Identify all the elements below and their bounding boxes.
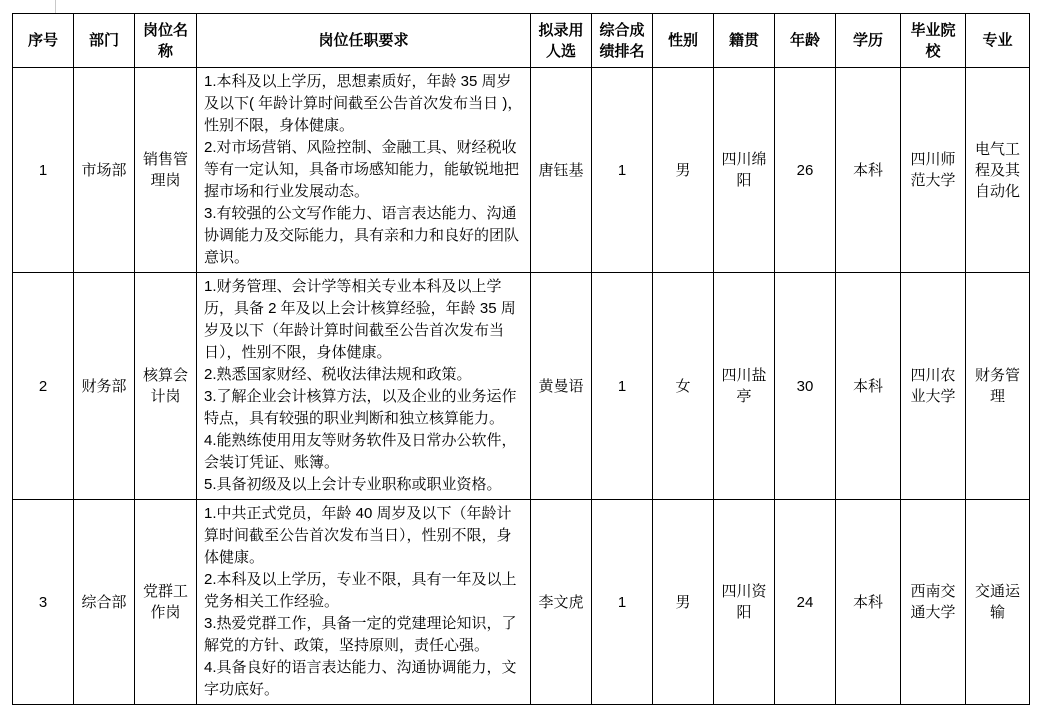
cell-age: 30 bbox=[775, 273, 836, 500]
cell-department: 市场部 bbox=[74, 68, 135, 273]
cell-age: 26 bbox=[775, 68, 836, 273]
cell-school: 四川师范大学 bbox=[901, 68, 966, 273]
cell-rank: 1 bbox=[592, 68, 653, 273]
cell-hometown: 四川绵阳 bbox=[714, 68, 775, 273]
cell-major: 交通运输 bbox=[966, 500, 1030, 705]
cell-age: 24 bbox=[775, 500, 836, 705]
header-major: 专业 bbox=[966, 14, 1030, 68]
cell-major: 财务管理 bbox=[966, 273, 1030, 500]
cell-position: 党群工作岗 bbox=[135, 500, 197, 705]
requirement-item: 2.对市场营销、风险控制、金融工具、财经税收等有一定认知，具备市场感知能力，能敏锐地把握市场和行业发展动态。 bbox=[204, 139, 520, 200]
cell-major: 电气工程及其自动化 bbox=[966, 68, 1030, 273]
header-rank: 综合成绩排名 bbox=[592, 14, 653, 68]
header-gender: 性别 bbox=[653, 14, 714, 68]
cell-requirements bbox=[197, 273, 531, 500]
table-header-row bbox=[13, 14, 1030, 68]
header-candidate: 拟录用人选 bbox=[531, 14, 592, 68]
header-seq: 序号 bbox=[13, 14, 74, 68]
cell-gender: 男 bbox=[653, 500, 714, 705]
table-row bbox=[13, 500, 1030, 705]
requirement-item: 4.能熟练使用用友等财务软件及日常办公软件，会装订凭证、账簿。 bbox=[204, 432, 517, 471]
gridline-artifact bbox=[55, 0, 56, 13]
requirement-item: 1.本科及以上学历，思想素质好，年龄 35 周岁及以下( 年龄计算时间截至公告首次发布当日 )，性别不限，身体健康。 bbox=[204, 73, 523, 134]
cell-education: 本科 bbox=[836, 68, 901, 273]
header-school: 毕业院校 bbox=[901, 14, 966, 68]
cell-requirements bbox=[197, 500, 531, 705]
cell-hometown: 四川资阳 bbox=[714, 500, 775, 705]
requirement-item: 4.具备良好的语言表达能力、沟通协调能力，文字功底好。 bbox=[204, 659, 517, 698]
cell-seq: 2 bbox=[13, 273, 74, 500]
requirement-item: 3.有较强的公文写作能力、语言表达能力、沟通协调能力及交际能力，具有亲和力和良好的团队意识。 bbox=[204, 205, 520, 266]
header-department: 部门 bbox=[74, 14, 135, 68]
cell-requirements bbox=[197, 68, 531, 273]
header-education: 学历 bbox=[836, 14, 901, 68]
cell-gender: 男 bbox=[653, 68, 714, 273]
cell-department: 综合部 bbox=[74, 500, 135, 705]
header-hometown: 籍贯 bbox=[714, 14, 775, 68]
requirement-item: 5.具备初级及以上会计专业职称或职业资格。 bbox=[204, 476, 502, 493]
requirement-item: 3.了解企业会计核算方法，以及企业的业务运作特点，具有较强的职业判断和独立核算能力。 bbox=[204, 388, 517, 427]
cell-rank: 1 bbox=[592, 500, 653, 705]
cell-hometown: 四川盐亭 bbox=[714, 273, 775, 500]
cell-position: 销售管理岗 bbox=[135, 68, 197, 273]
cell-education: 本科 bbox=[836, 273, 901, 500]
requirement-item: 2.本科及以上学历，专业不限，具有一年及以上党务相关工作经验。 bbox=[204, 571, 517, 610]
table-row bbox=[13, 273, 1030, 500]
requirement-item: 1.财务管理、会计学等相关专业本科及以上学历，具备 2 年及以上会计核算经验，年龄 35 周岁及以下（年龄计算时间截至公告首次发布当日），性别不限，身体健康。 bbox=[204, 278, 516, 361]
requirement-item: 2.熟悉国家财经、税收法律法规和政策。 bbox=[204, 366, 472, 383]
header-requirements: 岗位任职要求 bbox=[197, 14, 531, 68]
cell-position: 核算会计岗 bbox=[135, 273, 197, 500]
requirement-item: 1.中共正式党员，年龄 40 周岁及以下（年龄计算时间截至公告首次发布当日），性别不限，身体健康。 bbox=[204, 505, 512, 566]
cell-education: 本科 bbox=[836, 500, 901, 705]
cell-gender: 女 bbox=[653, 273, 714, 500]
cell-candidate: 黄曼语 bbox=[531, 273, 592, 500]
cell-department: 财务部 bbox=[74, 273, 135, 500]
recruitment-table bbox=[12, 13, 1030, 705]
cell-rank: 1 bbox=[592, 273, 653, 500]
header-age: 年龄 bbox=[775, 14, 836, 68]
requirement-item: 3.热爱党群工作，具备一定的党建理论知识，了解党的方针、政策，坚持原则，责任心强。 bbox=[204, 615, 517, 654]
cell-candidate: 李文虎 bbox=[531, 500, 592, 705]
cell-school: 西南交通大学 bbox=[901, 500, 966, 705]
header-position: 岗位名称 bbox=[135, 14, 197, 68]
cell-school: 四川农业大学 bbox=[901, 273, 966, 500]
cell-seq: 1 bbox=[13, 68, 74, 273]
table-row bbox=[13, 68, 1030, 273]
cell-seq: 3 bbox=[13, 500, 74, 705]
cell-candidate: 唐钰基 bbox=[531, 68, 592, 273]
